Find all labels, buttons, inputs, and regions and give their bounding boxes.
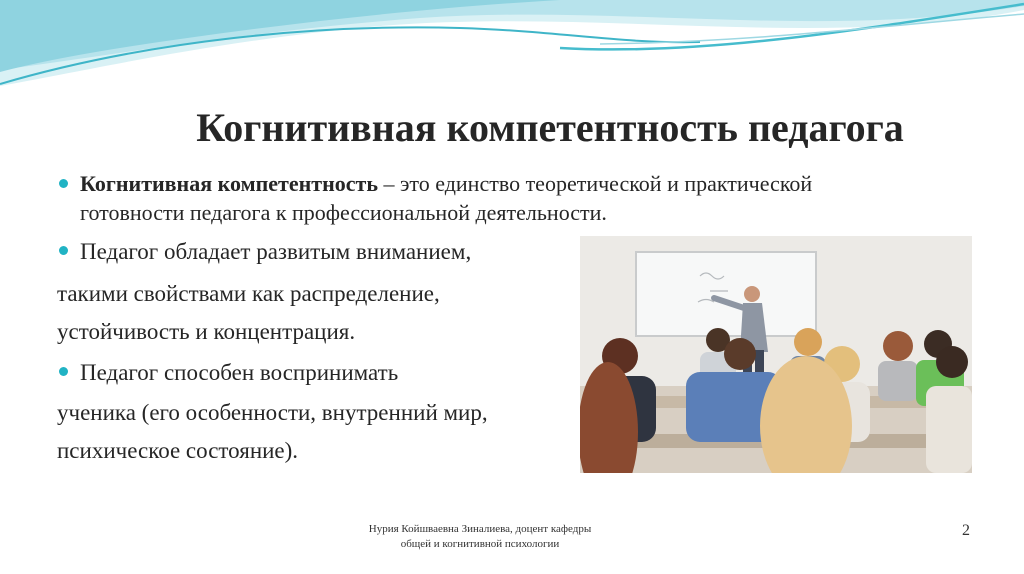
bullet-dot-2 <box>59 246 68 255</box>
slide-footer <box>300 522 660 552</box>
bullet-dot-3 <box>59 367 68 376</box>
footer-author-line: Нурия Койшваевна Зиналиева, доцент кафедры <box>368 523 592 535</box>
footer-department-line: общей и когнитивной психологии <box>400 537 560 550</box>
page-number: 2 <box>962 522 970 539</box>
bullet-1-line-1 <box>80 172 812 196</box>
bullet-1-line-2: готовности педагога к профессиональной деятельности. <box>80 200 607 225</box>
bullet-2-line-1: Педагог обладает развитым вниманием, <box>80 239 472 264</box>
bullet-2-line-3: устойчивость и концентрация. <box>57 319 356 344</box>
bullet-2-line-2: такими свойствами как распределение, <box>57 281 440 306</box>
bullet-3-line-3: психическое состояние). <box>57 438 299 463</box>
bullet-dot-1 <box>59 179 68 188</box>
bullet-1-definition: – это единство теоретической и практической <box>377 171 813 196</box>
classroom-photo <box>580 236 972 473</box>
bullet-3-line-2: ученика (его особенности, внутренний мир, <box>57 400 488 425</box>
bullet-3-line-1: Педагог способен воспринимать <box>80 360 399 385</box>
slide-title: Когнитивная компетентность педагога <box>196 105 904 150</box>
header-wave-decoration <box>0 0 1024 95</box>
bullet-1-term: Когнитивная компетентность <box>80 171 378 196</box>
